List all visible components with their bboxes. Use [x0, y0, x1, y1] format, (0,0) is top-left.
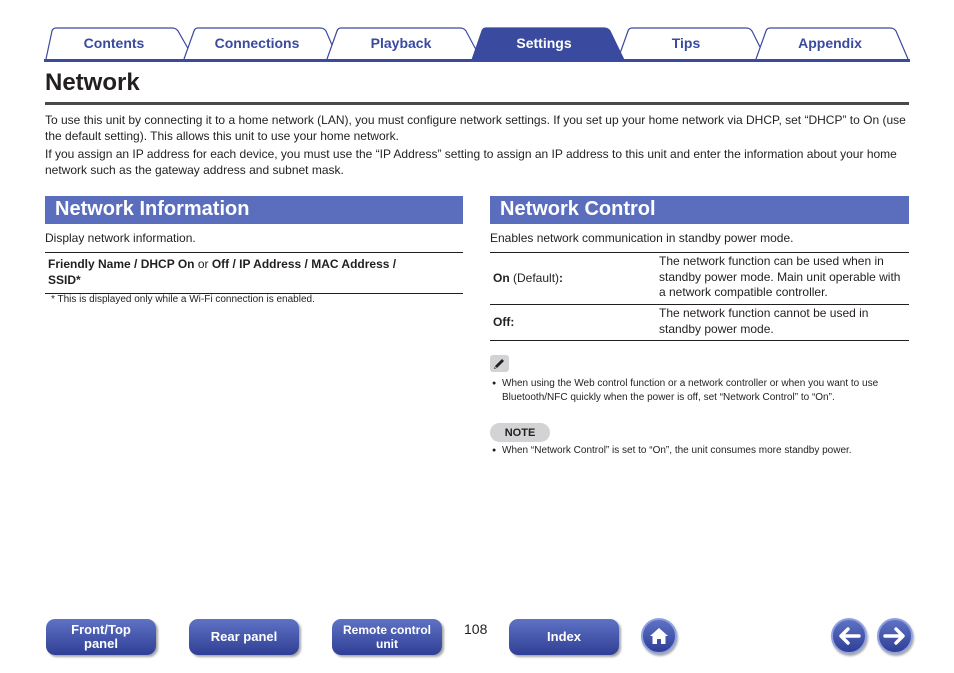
option-on: On [493, 270, 510, 285]
network-control-table [490, 252, 909, 341]
option-colon: : [510, 314, 515, 329]
index-button[interactable]: Index [509, 619, 619, 655]
table-row [490, 305, 909, 341]
items-or: or [197, 257, 209, 271]
intro-paragraph-1: To use this unit by connecting it to a home network (LAN), you must configure network settings. If you set up your home network via DHCP, set “DHCP” to On (use the default setting). This allows this unit to use your home network. [45, 113, 906, 143]
row-key [490, 253, 657, 305]
remote-label-1: Remote control [342, 623, 431, 637]
note-badge: NOTE [490, 423, 550, 442]
remote-control-unit-button[interactable] [332, 619, 442, 655]
tip-bullet: When using the Web control function or a network controller or when you want to use Bluetooth/NFC quickly when the power is off, set “Network Control” to “On”. [502, 378, 879, 403]
tab-connections[interactable]: Connections [214, 35, 300, 51]
row-key [490, 305, 657, 341]
network-information-heading: Network Information [45, 196, 463, 224]
footnote-mark: * [51, 294, 55, 305]
option-default-label: (Default) [513, 270, 560, 285]
row-value: The network function cannot be used in standby power mode. [657, 305, 909, 341]
title-divider [45, 102, 909, 105]
network-control-heading: Network Control [490, 196, 909, 224]
footnote-text: This is displayed only while a Wi-Fi connection is enabled. [57, 294, 315, 305]
pencil-icon [490, 355, 509, 372]
tab-playback[interactable]: Playback [370, 35, 432, 51]
rear-panel-button[interactable]: Rear panel [189, 619, 299, 655]
note-bullet: When “Network Control” is set to “On”, the unit consumes more standby power. [502, 445, 852, 456]
intro-text [45, 112, 911, 180]
front-top-panel-button[interactable] [46, 619, 156, 655]
tab-appendix[interactable]: Appendix [798, 35, 862, 51]
note-text: ● When “Network Control” is set to “On”, the unit consumes more standby power. [492, 445, 852, 456]
network-information-items [45, 252, 463, 294]
tab-contents[interactable]: Contents [83, 35, 145, 51]
top-tab-bar [44, 27, 910, 61]
row-value: The network function can be used when in standby power mode. Main unit operable with a network compatible controller. [657, 253, 909, 305]
network-control-description: Enables network communication in standby power mode. [490, 231, 794, 245]
intro-paragraph-2: If you assign an IP address for each device, you must use the “IP Address” setting to assign an IP address to this unit and enter the information about your home network such as the gateway address and subnet mask. [45, 147, 897, 177]
items-text-3: SSID [48, 273, 77, 287]
front-top-label-2: panel [84, 636, 118, 651]
page-title: Network [45, 69, 140, 96]
page-number: 108 [464, 621, 488, 637]
network-information-description: Display network information. [45, 231, 196, 245]
arrow-left-icon[interactable] [831, 618, 867, 654]
tip-text: ● When using the Web control function or a network controller or when you want to use Bluetooth/NFC quickly when the power is off, set “Network Control” to “On”. [492, 377, 912, 405]
front-top-label-1: Front/Top [71, 622, 131, 637]
items-asterisk: * [76, 273, 81, 287]
network-information-footnote [51, 294, 315, 305]
remote-label-2: unit [375, 637, 398, 651]
tab-underline [44, 59, 910, 62]
items-text-1: Friendly Name / DHCP On [48, 257, 195, 271]
option-colon: : [559, 270, 564, 285]
tab-settings[interactable]: Settings [516, 35, 572, 51]
option-off: Off [493, 314, 511, 329]
table-row [490, 253, 909, 305]
arrow-right-icon[interactable] [877, 618, 913, 654]
home-icon[interactable] [641, 618, 677, 654]
tab-tips[interactable]: Tips [671, 35, 701, 51]
items-text-2: Off / IP Address / MAC Address / [211, 257, 397, 271]
